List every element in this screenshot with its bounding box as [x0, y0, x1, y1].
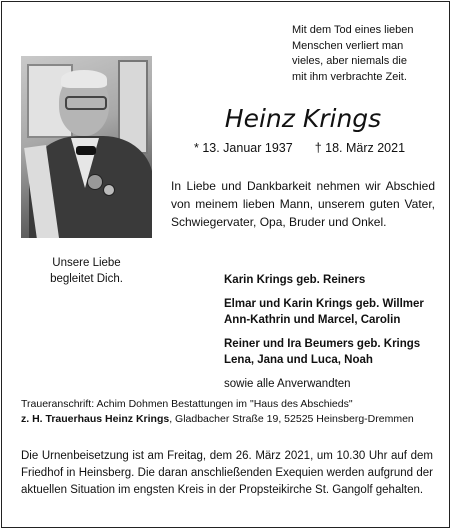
quote-line: vieles, aber niemals die [292, 55, 407, 67]
death-date: † 18. März 2021 [314, 141, 406, 155]
mourners-list [224, 272, 449, 392]
mourner-line: Lena, Jana und Luca, Noah [224, 354, 373, 366]
life-dates [194, 140, 405, 156]
mourner-group [224, 272, 449, 288]
mourner-group [224, 296, 449, 328]
quote-line: Mit dem Tod eines lieben [292, 24, 414, 36]
mourner-line: Karin Krings geb. Reiners [224, 274, 366, 286]
other-relatives: sowie alle Anverwandten [224, 378, 351, 390]
portrait-photo [21, 56, 152, 238]
mourning-address [21, 397, 433, 427]
quote-line: mit ihm verbrachte Zeit. [292, 70, 407, 83]
mourner-line: Reiner und Ira Beumers geb. Krings [224, 338, 421, 350]
mourner-line: Elmar und Karin Krings geb. Willmer [224, 298, 424, 310]
photo-caption [21, 255, 152, 287]
farewell-text: In Liebe und Dankbarkeit nehmen wir Abschied von meinem lieben Mann, unserem guten Vater, Schwiegervater, Opa, Bruder und Onkel. [171, 179, 435, 229]
address-recipient: z. H. Trauerhaus Heinz Krings [21, 413, 170, 425]
mourner-line: Ann-Kathrin und Marcel, Carolin [224, 314, 401, 326]
address-street: , Gladbacher Straße 19, 52525 Heinsberg-Dremmen [169, 413, 414, 425]
caption-line: begleitet Dich. [50, 273, 123, 285]
ceremony-info: Die Urnenbeisetzung ist am Freitag, dem 26. März 2021, um 10.30 Uhr auf dem Friedhof in Heinsberg. Die daran anschließenden Exequien werden aufgrund der aktuellen Situation im engsten Kreis in der Propsteikirche St. Gangolf gehalten. [21, 450, 433, 496]
memorial-quote [292, 23, 442, 85]
birth-date: * 13. Januar 1937 [194, 141, 293, 155]
address-line-1: Traueranschrift: Achim Dohmen Bestattungen im "Haus des Abschieds" [21, 398, 353, 410]
address-line-2 [21, 412, 433, 427]
deceased-name: Heinz Krings [224, 104, 382, 133]
quote-line: Menschen verliert man [292, 39, 404, 52]
caption-line: Unsere Liebe [52, 257, 121, 269]
obituary-notice [1, 1, 450, 528]
mourner-group [224, 336, 449, 368]
